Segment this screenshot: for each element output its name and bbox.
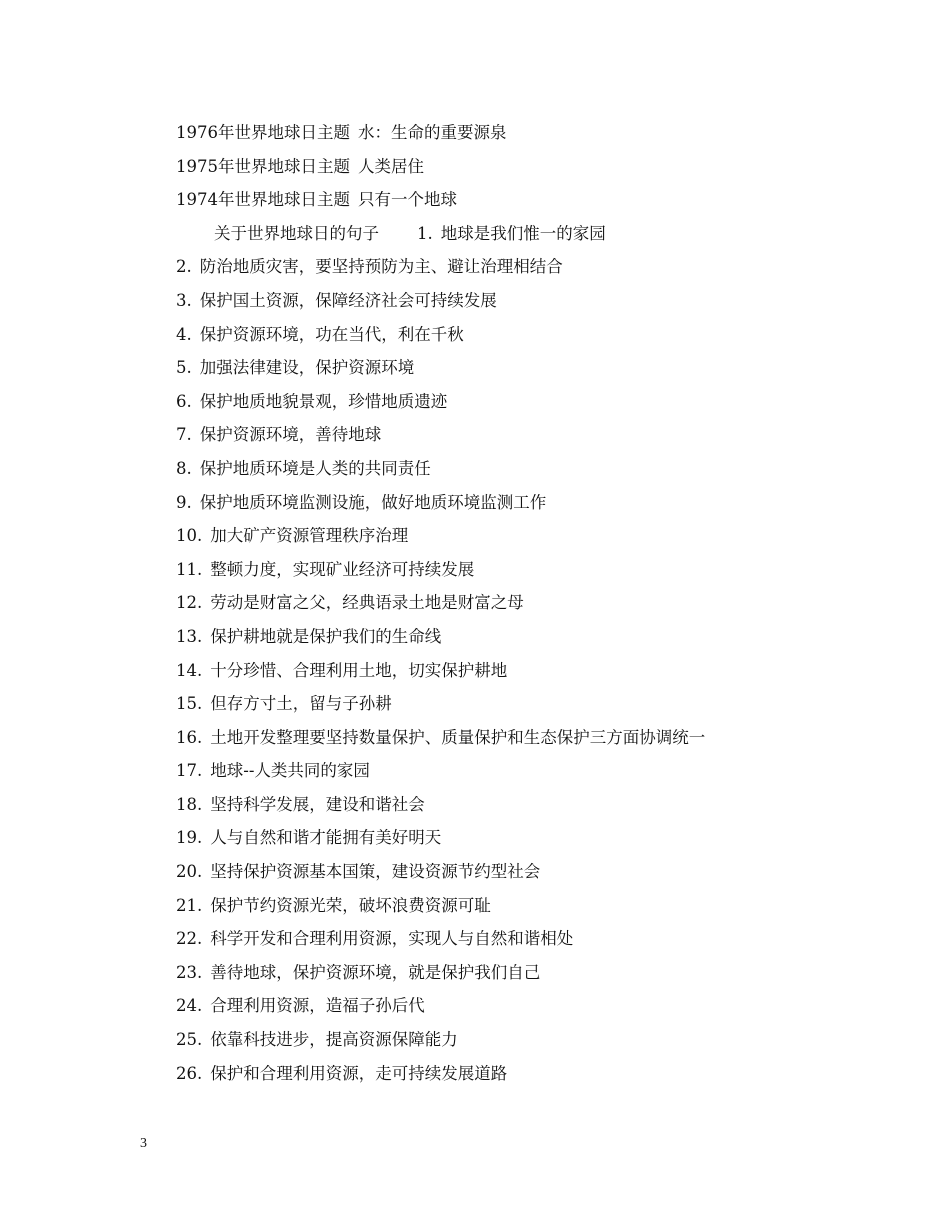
list-item [176, 989, 896, 1023]
list-item [176, 284, 896, 318]
theme-line [176, 150, 896, 184]
list-item [176, 452, 896, 486]
section-heading: 关于世界地球日的句子 [214, 223, 379, 243]
list-item [176, 922, 896, 956]
slogan-number: 12. [176, 593, 203, 613]
list-item [176, 821, 896, 855]
document-body [176, 116, 896, 1090]
slogan-number: 20. [176, 862, 203, 882]
theme-label: 年世界地球日主题 [218, 156, 350, 176]
list-item [176, 687, 896, 721]
slogan-number: 13. [176, 626, 203, 646]
slogan-number: 11. [176, 559, 203, 579]
slogan-text: 土地开发整理要坚持数量保护、质量保护和生态保护三方面协调统一 [210, 727, 706, 747]
slogan-number: 16. [176, 727, 203, 747]
list-item [176, 1057, 896, 1091]
theme-year: 1974 [176, 190, 218, 210]
slogan-number: 18. [176, 794, 203, 814]
list-item [176, 956, 896, 990]
list-item [176, 418, 896, 452]
slogan-text: 地球是我们惟一的家园 [440, 223, 606, 243]
list-item [176, 553, 896, 587]
slogan-number: 4. [176, 324, 192, 344]
section-heading-line [176, 217, 896, 251]
slogan-number: 25. [176, 1030, 203, 1050]
slogan-number: 26. [176, 1063, 203, 1083]
list-item [176, 788, 896, 822]
theme-text: 人类居住 [358, 156, 424, 176]
slogan-text: 地球--人类共同的家园 [210, 761, 370, 781]
slogan-text: 科学开发和合理利用资源，实现人与自然和谐相处 [210, 929, 574, 949]
theme-line [176, 116, 896, 150]
slogan-number: 14. [176, 660, 203, 680]
theme-label: 年世界地球日主题 [218, 190, 350, 210]
slogan-text: 保护国土资源，保障经济社会可持续发展 [199, 290, 497, 310]
slogan-list [176, 250, 896, 1090]
list-item [176, 486, 896, 520]
slogan-text: 保护资源环境，功在当代，利在千秋 [199, 324, 464, 344]
slogan-text: 保护地质环境监测设施，做好地质环境监测工作 [199, 492, 547, 512]
slogan-number: 24. [176, 996, 203, 1016]
list-item [176, 1023, 896, 1057]
list-item [176, 519, 896, 553]
slogan-number: 5. [176, 358, 192, 378]
list-item [176, 250, 896, 284]
slogan-number: 7. [176, 425, 192, 445]
theme-year: 1975 [176, 156, 218, 176]
slogan-text: 加强法律建设，保护资源环境 [199, 358, 415, 378]
slogan-number: 10. [176, 526, 203, 546]
list-item [176, 351, 896, 385]
slogan-text: 人与自然和谐才能拥有美好明天 [210, 828, 442, 848]
slogan-text: 保护资源环境，善待地球 [199, 425, 382, 445]
list-item [176, 620, 896, 654]
list-item [176, 654, 896, 688]
slogan-number: 21. [176, 895, 203, 915]
theme-year: 1976 [176, 123, 218, 142]
list-item [176, 889, 896, 923]
slogan-text: 坚持保护资源基本国策，建设资源节约型社会 [210, 862, 541, 882]
list-item [176, 754, 896, 788]
slogan-text: 保护节约资源光荣，破坏浪费资源可耻 [210, 895, 491, 915]
slogan-number: 17. [176, 761, 203, 781]
list-item [176, 318, 896, 352]
slogan-number: 22. [176, 929, 203, 949]
slogan-number: 2. [176, 257, 192, 277]
list-item [176, 586, 896, 620]
slogan-text: 加大矿产资源管理秩序治理 [210, 526, 409, 546]
list-item [176, 721, 896, 755]
list-item [176, 855, 896, 889]
list-item [176, 385, 896, 419]
slogan-text: 保护和合理利用资源，走可持续发展道路 [210, 1063, 508, 1083]
theme-line [176, 183, 896, 217]
slogan-number: 8. [176, 458, 192, 478]
slogan-text: 依靠科技进步，提高资源保障能力 [210, 1030, 458, 1050]
slogan-text: 防治地质灾害，要坚持预防为主、避让治理相结合 [199, 257, 563, 277]
theme-label: 年世界地球日主题 [218, 123, 350, 142]
slogan-text: 整顿力度，实现矿业经济可持续发展 [210, 559, 475, 579]
slogan-text: 十分珍惜、合理利用土地，切实保护耕地 [210, 660, 508, 680]
slogan-text: 保护地质地貌景观，珍惜地质遗迹 [199, 391, 448, 411]
slogan-text: 坚持科学发展，建设和谐社会 [210, 794, 425, 814]
slogan-text: 善待地球，保护资源环境，就是保护我们自己 [210, 962, 541, 982]
slogan-text: 保护耕地就是保护我们的生命线 [210, 626, 442, 646]
page-number: 3 [140, 1136, 147, 1151]
theme-text: 只有一个地球 [358, 190, 457, 210]
slogan-text: 保护地质环境是人类的共同责任 [199, 458, 431, 478]
slogan-number: 15. [176, 694, 203, 714]
slogan-number: 6. [176, 391, 192, 411]
slogan-number: 3. [176, 290, 192, 310]
slogan-number: 1. [417, 223, 433, 243]
slogan-number: 23. [176, 962, 203, 982]
slogan-number: 9. [176, 492, 192, 512]
slogan-text: 但存方寸土，留与子孙耕 [210, 694, 392, 714]
slogan-text: 合理利用资源，造福子孙后代 [210, 996, 425, 1016]
theme-text: 水：生命的重要源泉 [358, 123, 507, 142]
slogan-number: 19. [176, 828, 203, 848]
slogan-text: 劳动是财富之父，经典语录土地是财富之母 [210, 593, 524, 613]
